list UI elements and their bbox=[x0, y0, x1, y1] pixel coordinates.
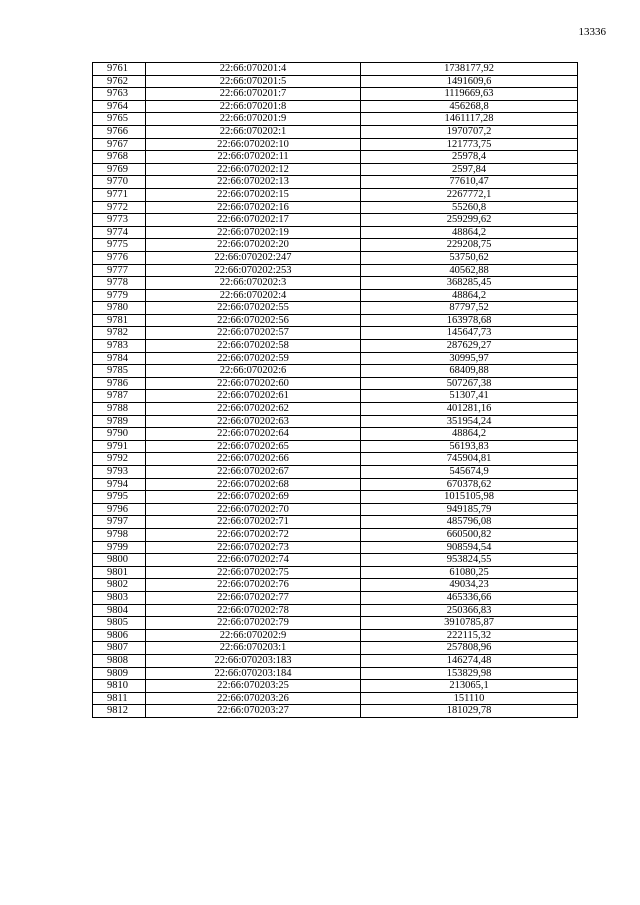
table-row bbox=[93, 100, 578, 113]
table-row bbox=[93, 604, 578, 617]
table-row bbox=[93, 188, 578, 201]
cadastral-value-cell: 48864,2 bbox=[361, 226, 578, 239]
row-number-cell: 9781 bbox=[93, 314, 146, 327]
row-number-cell: 9768 bbox=[93, 151, 146, 164]
cadastral-value-cell: 163978,68 bbox=[361, 314, 578, 327]
cadastral-value-cell: 121773,75 bbox=[361, 138, 578, 151]
cadastral-number-cell: 22:66:070202:9 bbox=[146, 629, 361, 642]
cadastral-value-cell: 1491609,6 bbox=[361, 75, 578, 88]
row-number-cell: 9763 bbox=[93, 88, 146, 101]
cadastral-number-cell: 22:66:070202:67 bbox=[146, 466, 361, 479]
cadastral-number-cell: 22:66:070202:16 bbox=[146, 201, 361, 214]
cadastral-value-cell: 745904,81 bbox=[361, 453, 578, 466]
cadastral-value-cell: 1461117,28 bbox=[361, 113, 578, 126]
row-number-cell: 9805 bbox=[93, 617, 146, 630]
cadastral-number-cell: 22:66:070202:68 bbox=[146, 478, 361, 491]
row-number-cell: 9808 bbox=[93, 654, 146, 667]
row-number-cell: 9782 bbox=[93, 327, 146, 340]
table-row bbox=[93, 629, 578, 642]
row-number-cell: 9777 bbox=[93, 264, 146, 277]
cadastral-value-cell: 61080,25 bbox=[361, 566, 578, 579]
cadastral-number-cell: 22:66:070202:15 bbox=[146, 188, 361, 201]
cadastral-number-cell: 22:66:070202:17 bbox=[146, 214, 361, 227]
table-row bbox=[93, 377, 578, 390]
cadastral-value-cell: 485796,08 bbox=[361, 516, 578, 529]
cadastral-value-cell: 456268,8 bbox=[361, 100, 578, 113]
cadastral-value-cell: 213065,1 bbox=[361, 680, 578, 693]
table-row bbox=[93, 692, 578, 705]
cadastral-number-cell: 22:66:070202:57 bbox=[146, 327, 361, 340]
cadastral-value-cell: 51307,41 bbox=[361, 390, 578, 403]
table-body bbox=[93, 63, 578, 718]
table-row bbox=[93, 151, 578, 164]
cadastral-value-cell: 40562,88 bbox=[361, 264, 578, 277]
table-row bbox=[93, 176, 578, 189]
row-number-cell: 9771 bbox=[93, 188, 146, 201]
row-number-cell: 9795 bbox=[93, 491, 146, 504]
cadastral-value-cell: 1970707,2 bbox=[361, 125, 578, 138]
cadastral-number-cell: 22:66:070202:79 bbox=[146, 617, 361, 630]
cadastral-number-cell: 22:66:070202:6 bbox=[146, 365, 361, 378]
cadastral-value-cell: 507267,38 bbox=[361, 377, 578, 390]
cadastral-value-cell: 145647,73 bbox=[361, 327, 578, 340]
row-number-cell: 9791 bbox=[93, 440, 146, 453]
table-row bbox=[93, 289, 578, 302]
table-row bbox=[93, 365, 578, 378]
row-number-cell: 9779 bbox=[93, 289, 146, 302]
cadastral-number-cell: 22:66:070201:7 bbox=[146, 88, 361, 101]
table-row bbox=[93, 340, 578, 353]
cadastral-value-cell: 1738177,92 bbox=[361, 63, 578, 76]
table-row bbox=[93, 314, 578, 327]
cadastral-value-cell: 181029,78 bbox=[361, 705, 578, 718]
cadastral-number-cell: 22:66:070202:11 bbox=[146, 151, 361, 164]
row-number-cell: 9792 bbox=[93, 453, 146, 466]
table-row bbox=[93, 478, 578, 491]
cadastral-value-cell: 68409,88 bbox=[361, 365, 578, 378]
row-number-cell: 9770 bbox=[93, 176, 146, 189]
cadastral-value-cell: 53750,62 bbox=[361, 251, 578, 264]
cadastral-value-table bbox=[92, 62, 578, 718]
row-number-cell: 9775 bbox=[93, 239, 146, 252]
row-number-cell: 9783 bbox=[93, 340, 146, 353]
row-number-cell: 9787 bbox=[93, 390, 146, 403]
row-number-cell: 9794 bbox=[93, 478, 146, 491]
cadastral-number-cell: 22:66:070202:12 bbox=[146, 163, 361, 176]
table-row bbox=[93, 251, 578, 264]
cadastral-number-cell: 22:66:070202:19 bbox=[146, 226, 361, 239]
table-row bbox=[93, 302, 578, 315]
row-number-cell: 9764 bbox=[93, 100, 146, 113]
table-row bbox=[93, 214, 578, 227]
cadastral-number-cell: 22:66:070202:76 bbox=[146, 579, 361, 592]
table-row bbox=[93, 264, 578, 277]
cadastral-value-cell: 949185,79 bbox=[361, 503, 578, 516]
row-number-cell: 9799 bbox=[93, 541, 146, 554]
row-number-cell: 9804 bbox=[93, 604, 146, 617]
row-number-cell: 9810 bbox=[93, 680, 146, 693]
table-row bbox=[93, 113, 578, 126]
row-number-cell: 9774 bbox=[93, 226, 146, 239]
cadastral-number-cell: 22:66:070202:69 bbox=[146, 491, 361, 504]
row-number-cell: 9776 bbox=[93, 251, 146, 264]
cadastral-value-cell: 545674,9 bbox=[361, 466, 578, 479]
cadastral-value-cell: 30995,97 bbox=[361, 352, 578, 365]
cadastral-value-cell: 368285,45 bbox=[361, 277, 578, 290]
row-number-cell: 9803 bbox=[93, 591, 146, 604]
cadastral-value-cell: 3910785,87 bbox=[361, 617, 578, 630]
page-number: 13336 bbox=[578, 26, 606, 38]
table-row bbox=[93, 466, 578, 479]
cadastral-value-cell: 2267772,1 bbox=[361, 188, 578, 201]
table-row bbox=[93, 440, 578, 453]
row-number-cell: 9785 bbox=[93, 365, 146, 378]
cadastral-value-cell: 2597,84 bbox=[361, 163, 578, 176]
cadastral-number-cell: 22:66:070202:73 bbox=[146, 541, 361, 554]
cadastral-number-cell: 22:66:070202:3 bbox=[146, 277, 361, 290]
table-row bbox=[93, 667, 578, 680]
table-row bbox=[93, 617, 578, 630]
row-number-cell: 9801 bbox=[93, 566, 146, 579]
table-row bbox=[93, 352, 578, 365]
table-row bbox=[93, 579, 578, 592]
table-row bbox=[93, 390, 578, 403]
cadastral-value-cell: 229208,75 bbox=[361, 239, 578, 252]
table-row bbox=[93, 491, 578, 504]
row-number-cell: 9773 bbox=[93, 214, 146, 227]
cadastral-number-cell: 22:66:070202:10 bbox=[146, 138, 361, 151]
cadastral-number-cell: 22:66:070203:25 bbox=[146, 680, 361, 693]
row-number-cell: 9793 bbox=[93, 466, 146, 479]
cadastral-number-cell: 22:66:070202:1 bbox=[146, 125, 361, 138]
cadastral-number-cell: 22:66:070202:63 bbox=[146, 415, 361, 428]
cadastral-value-cell: 1119669,63 bbox=[361, 88, 578, 101]
cadastral-value-cell: 908594,54 bbox=[361, 541, 578, 554]
table-row bbox=[93, 75, 578, 88]
table-row bbox=[93, 428, 578, 441]
cadastral-number-cell: 22:66:070202:61 bbox=[146, 390, 361, 403]
row-number-cell: 9797 bbox=[93, 516, 146, 529]
row-number-cell: 9784 bbox=[93, 352, 146, 365]
table-row bbox=[93, 642, 578, 655]
table-row bbox=[93, 591, 578, 604]
cadastral-number-cell: 22:66:070203:27 bbox=[146, 705, 361, 718]
cadastral-value-cell: 465336,66 bbox=[361, 591, 578, 604]
row-number-cell: 9786 bbox=[93, 377, 146, 390]
row-number-cell: 9807 bbox=[93, 642, 146, 655]
table-row bbox=[93, 277, 578, 290]
cadastral-number-cell: 22:66:070201:9 bbox=[146, 113, 361, 126]
cadastral-number-cell: 22:66:070202:62 bbox=[146, 403, 361, 416]
table-row bbox=[93, 125, 578, 138]
table-row bbox=[93, 554, 578, 567]
cadastral-value-cell: 351954,24 bbox=[361, 415, 578, 428]
table-row bbox=[93, 226, 578, 239]
cadastral-value-cell: 287629,27 bbox=[361, 340, 578, 353]
cadastral-number-cell: 22:66:070202:4 bbox=[146, 289, 361, 302]
cadastral-number-cell: 22:66:070202:58 bbox=[146, 340, 361, 353]
table-row bbox=[93, 88, 578, 101]
row-number-cell: 9800 bbox=[93, 554, 146, 567]
cadastral-number-cell: 22:66:070202:64 bbox=[146, 428, 361, 441]
cadastral-number-cell: 22:66:070202:20 bbox=[146, 239, 361, 252]
table-row bbox=[93, 654, 578, 667]
cadastral-number-cell: 22:66:070202:65 bbox=[146, 440, 361, 453]
cadastral-number-cell: 22:66:070201:5 bbox=[146, 75, 361, 88]
cadastral-number-cell: 22:66:070203:26 bbox=[146, 692, 361, 705]
table-row bbox=[93, 138, 578, 151]
table-row bbox=[93, 453, 578, 466]
cadastral-number-cell: 22:66:070202:56 bbox=[146, 314, 361, 327]
row-number-cell: 9765 bbox=[93, 113, 146, 126]
cadastral-value-cell: 660500,82 bbox=[361, 528, 578, 541]
row-number-cell: 9761 bbox=[93, 63, 146, 76]
row-number-cell: 9811 bbox=[93, 692, 146, 705]
cadastral-number-cell: 22:66:070203:184 bbox=[146, 667, 361, 680]
cadastral-number-cell: 22:66:070202:55 bbox=[146, 302, 361, 315]
cadastral-value-cell: 56193,83 bbox=[361, 440, 578, 453]
cadastral-value-cell: 1015105,98 bbox=[361, 491, 578, 504]
cadastral-number-cell: 22:66:070202:70 bbox=[146, 503, 361, 516]
row-number-cell: 9772 bbox=[93, 201, 146, 214]
row-number-cell: 9802 bbox=[93, 579, 146, 592]
table-row bbox=[93, 516, 578, 529]
cadastral-value-cell: 87797,52 bbox=[361, 302, 578, 315]
cadastral-value-cell: 55260,8 bbox=[361, 201, 578, 214]
cadastral-number-cell: 22:66:070202:75 bbox=[146, 566, 361, 579]
cadastral-number-cell: 22:66:070202:60 bbox=[146, 377, 361, 390]
table-row bbox=[93, 528, 578, 541]
cadastral-number-cell: 22:66:070202:253 bbox=[146, 264, 361, 277]
table-row bbox=[93, 201, 578, 214]
cadastral-number-cell: 22:66:070202:78 bbox=[146, 604, 361, 617]
row-number-cell: 9796 bbox=[93, 503, 146, 516]
table-row bbox=[93, 566, 578, 579]
cadastral-value-cell: 259299,62 bbox=[361, 214, 578, 227]
table-row bbox=[93, 503, 578, 516]
row-number-cell: 9790 bbox=[93, 428, 146, 441]
cadastral-value-cell: 151110 bbox=[361, 692, 578, 705]
row-number-cell: 9769 bbox=[93, 163, 146, 176]
table-row bbox=[93, 239, 578, 252]
row-number-cell: 9767 bbox=[93, 138, 146, 151]
cadastral-value-cell: 401281,16 bbox=[361, 403, 578, 416]
cadastral-number-cell: 22:66:070201:8 bbox=[146, 100, 361, 113]
table-row bbox=[93, 415, 578, 428]
cadastral-number-cell: 22:66:070203:1 bbox=[146, 642, 361, 655]
row-number-cell: 9809 bbox=[93, 667, 146, 680]
cadastral-number-cell: 22:66:070202:71 bbox=[146, 516, 361, 529]
cadastral-number-cell: 22:66:070202:74 bbox=[146, 554, 361, 567]
cadastral-value-cell: 222115,32 bbox=[361, 629, 578, 642]
row-number-cell: 9788 bbox=[93, 403, 146, 416]
table-row bbox=[93, 63, 578, 76]
table-row bbox=[93, 163, 578, 176]
cadastral-value-cell: 153829,98 bbox=[361, 667, 578, 680]
cadastral-value-cell: 49034,23 bbox=[361, 579, 578, 592]
row-number-cell: 9762 bbox=[93, 75, 146, 88]
table-row bbox=[93, 327, 578, 340]
cadastral-value-cell: 670378,62 bbox=[361, 478, 578, 491]
table-row bbox=[93, 403, 578, 416]
cadastral-value-cell: 953824,55 bbox=[361, 554, 578, 567]
cadastral-number-cell: 22:66:070202:247 bbox=[146, 251, 361, 264]
cadastral-number-cell: 22:66:070203:183 bbox=[146, 654, 361, 667]
cadastral-number-cell: 22:66:070202:13 bbox=[146, 176, 361, 189]
cadastral-number-cell: 22:66:070202:72 bbox=[146, 528, 361, 541]
cadastral-value-cell: 25978,4 bbox=[361, 151, 578, 164]
row-number-cell: 9780 bbox=[93, 302, 146, 315]
cadastral-number-cell: 22:66:070202:59 bbox=[146, 352, 361, 365]
cadastral-value-cell: 146274,48 bbox=[361, 654, 578, 667]
row-number-cell: 9778 bbox=[93, 277, 146, 290]
row-number-cell: 9789 bbox=[93, 415, 146, 428]
cadastral-value-cell: 250366,83 bbox=[361, 604, 578, 617]
row-number-cell: 9812 bbox=[93, 705, 146, 718]
row-number-cell: 9798 bbox=[93, 528, 146, 541]
cadastral-number-cell: 22:66:070201:4 bbox=[146, 63, 361, 76]
table-row bbox=[93, 541, 578, 554]
table-row bbox=[93, 705, 578, 718]
row-number-cell: 9806 bbox=[93, 629, 146, 642]
cadastral-number-cell: 22:66:070202:66 bbox=[146, 453, 361, 466]
cadastral-value-cell: 257808,96 bbox=[361, 642, 578, 655]
cadastral-value-cell: 77610,47 bbox=[361, 176, 578, 189]
cadastral-number-cell: 22:66:070202:77 bbox=[146, 591, 361, 604]
cadastral-value-cell: 48864,2 bbox=[361, 428, 578, 441]
cadastral-value-cell: 48864,2 bbox=[361, 289, 578, 302]
row-number-cell: 9766 bbox=[93, 125, 146, 138]
table-row bbox=[93, 680, 578, 693]
